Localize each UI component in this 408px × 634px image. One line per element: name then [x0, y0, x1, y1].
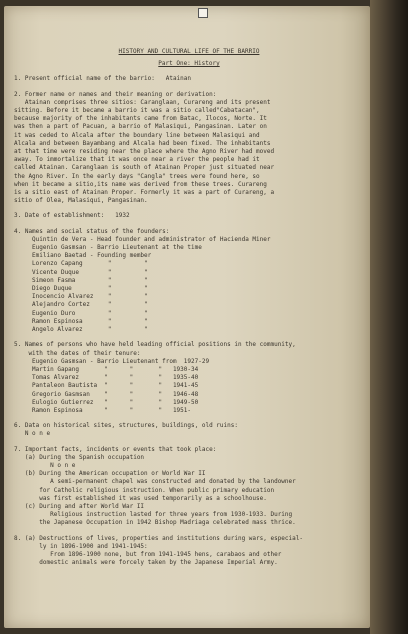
section-2	[14, 91, 364, 206]
section-4-line: Diego Duque " "	[14, 285, 148, 293]
section-2-line: Atainan comprises three sitios: Caranglaan, Curareng and its present	[14, 98, 271, 106]
section-1: 1. Present official name of the barrio: Atainan	[14, 75, 192, 83]
section-8-line: 8. (a) Destructions of lives, properties and institutions during wars, especial-	[14, 534, 303, 542]
section-7-line: for Catholic religious instruction. When public primary education	[14, 486, 275, 494]
section-5	[14, 341, 364, 415]
section-7-line: Religious instruction lasted for three years from 1930-1933. During	[14, 511, 293, 519]
section-2-line: is a sitio east of Atainan Proper. Formerly it was a part of Curareng, a	[14, 189, 275, 197]
section-2-line: it was ceded to Alcala after the boundary line between Malasiqui and	[14, 131, 260, 139]
section-5-line: Eugenio Gasmsan - Barrio Lieutenant from 1927-29	[14, 357, 210, 365]
section-5-line: Gregorio Gasmsan " " " 1946-48	[14, 390, 199, 398]
section-2-line: called Atainan. Caranglaan is south of Atainan Proper just situated near	[14, 164, 275, 172]
section-6-line: N o n e	[14, 430, 51, 438]
section-8	[14, 535, 364, 568]
section-7-line: (b) During the American occupation or World War II	[14, 470, 206, 478]
section-7-line: was first established it was used temporarily as a schoolhouse.	[14, 494, 267, 502]
section-2-line: Alcala and between Bayambang and Alcala had been fixed. The inhabitants	[14, 139, 271, 147]
section-7-line: N o n e	[14, 461, 76, 469]
section-6-line: 6. Data on historical sites, structures, buildings, old ruins:	[14, 422, 238, 430]
section-4-line: Eugenio Gasmsan - Barrio Lieutenant at the time	[14, 244, 202, 252]
section-4	[14, 228, 364, 335]
section-5-line: 5. Names of persons who have held leading official positions in the community,	[14, 341, 296, 349]
section-2-line: sitio of Olea, Malasiqui, Pangasinan.	[14, 197, 148, 205]
section-7-line: the Japanese Occupation in 1942 Bishop Madriaga celebrated mass thrice.	[14, 519, 296, 527]
section-2-line: 2. Former name or names and their meaning or derivation:	[14, 90, 217, 98]
section-7-line: (a) During the Spanish occupation	[14, 453, 145, 461]
section-8-line: From 1896-1900 none, but from 1941-1945 hens, carabaos and other	[14, 550, 282, 558]
section-7-line: (c) During and after World War II	[14, 502, 145, 510]
section-2-line: the Agno River. In the early days "Cangla" trees were found here, so	[14, 172, 260, 180]
section-4-line: Angelo Alvarez " "	[14, 326, 148, 334]
section-2-line: at that time were residing near the place where the Agno River had moved	[14, 148, 275, 156]
document-body	[14, 48, 364, 567]
section-2-line: when it became a sitio,its name was derived from these trees. Curareng	[14, 180, 267, 188]
section-5-line: Eulogio Gutierrez " " " 1949-50	[14, 398, 199, 406]
section-8-line: ly in 1896-1900 and 1941-1945:	[14, 542, 148, 550]
section-4-line: Inocencio Alvarez " "	[14, 293, 148, 301]
section-3: 3. Date of establishment: 1932	[14, 212, 130, 220]
binder-clip	[198, 8, 208, 18]
binder-edge	[370, 0, 408, 634]
section-4-line: Ramon Espinosa " "	[14, 317, 148, 325]
section-4-line: 4. Names and social status of the founders:	[14, 227, 170, 235]
section-4-line: Alejandro Cortez " "	[14, 301, 148, 309]
section-4-line: Simeon Fasma " "	[14, 276, 148, 284]
section-7-line: 7. Important facts, incidents or events that took place:	[14, 445, 217, 453]
section-5-line: Martin Gapang " " " 1930-34	[14, 365, 199, 373]
part-heading: Part One: History	[158, 60, 220, 68]
section-2-line: away. To immortalize that it was once near a river the people had it	[14, 156, 260, 164]
section-6	[14, 422, 364, 438]
section-7-line: A semi-permanent chapel was constructed and donated by the landowner	[14, 478, 296, 486]
section-7	[14, 446, 364, 528]
section-8-line: domestic animals were forcely taken by the Japanese Imperial Army.	[14, 559, 278, 567]
section-5-line: Ramon Espinosa " " " 1951-	[14, 406, 192, 414]
section-5-line: Pantaleon Bautista " " " 1941-45	[14, 382, 199, 390]
document-title: HISTORY AND CULTURAL LIFE OF THE BARRIO	[118, 48, 260, 55]
section-5-line: Tomas Alvarez " " " 1935-40	[14, 374, 199, 382]
section-4-line: Emiliano Baetad - Founding member	[14, 252, 152, 260]
section-4-line: Quintin de Vera - Head founder and administrator of Hacienda Miner	[14, 235, 271, 243]
section-4-line: Eugenio Duro " "	[14, 309, 148, 317]
section-2-line: because majority of the inhabitants came from Batac, Ilocos, Norte. It	[14, 115, 267, 123]
section-2-line: was then a part of Pacuan, a barrio of Malasiqui, Pangasinan. Later on	[14, 123, 267, 131]
section-5-line: with the dates of their tenure:	[14, 349, 141, 357]
section-2-line: sitting. Before it became a barrio it was a sitio called"Cabatacan",	[14, 107, 260, 115]
section-4-line: Lorenzo Capang " "	[14, 260, 148, 268]
section-4-line: Vicente Duque " "	[14, 268, 148, 276]
